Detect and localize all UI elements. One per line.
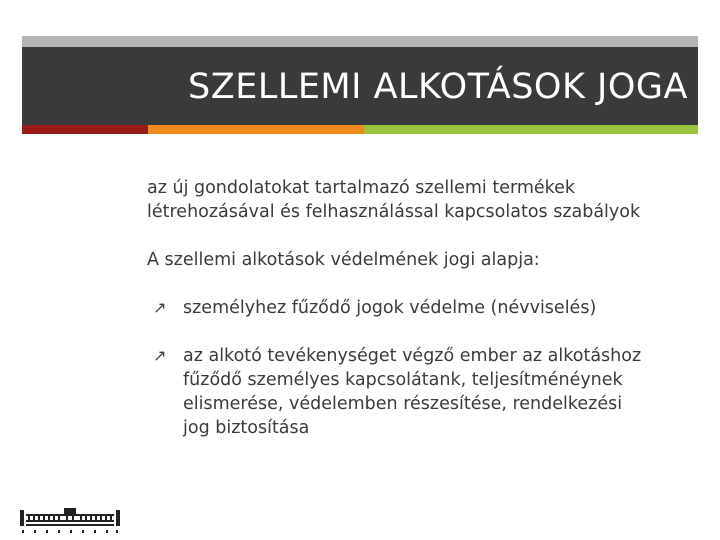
university-building-logo — [20, 508, 120, 534]
diagonal-arrow-icon: ↗ — [153, 346, 167, 365]
diagonal-arrow-icon: ↗ — [153, 298, 167, 317]
bullet-2-line-3: elismerése, védelemben részesítése, rendelkezési — [183, 394, 623, 414]
bullet-item-1 — [147, 296, 707, 320]
accent-bar-green — [364, 125, 698, 134]
legal-basis-heading: A szellemi alkotások védelmének jogi alapja: — [147, 250, 540, 270]
bullet-2-line-2: fűződő személyes kapcsolátank, teljesítménéynek — [183, 370, 623, 390]
slide-title: SZELLEMI ALKOTÁSOK JOGA — [188, 67, 688, 107]
bullet-2-line-1: az alkotó tevékenységet végző ember az alkotáshoz — [183, 346, 642, 366]
bullet-item-2 — [147, 344, 707, 440]
intro-line-1: az új gondolatokat tartalmazó szellemi termékek — [147, 178, 576, 198]
title-top-line — [22, 36, 698, 47]
accent-bar-red — [22, 125, 148, 134]
intro-line-2: létrehozásával és felhasználással kapcsolatos szabályok — [147, 202, 641, 222]
accent-bar-orange — [148, 125, 364, 134]
title-bar — [22, 47, 698, 125]
intro-paragraph — [147, 176, 707, 224]
bullet-1-line-1: személyhez fűződő jogok védelme (névviselés) — [183, 298, 597, 318]
bullet-2-line-4: jog biztosítása — [183, 418, 310, 438]
slide-content — [147, 176, 707, 440]
